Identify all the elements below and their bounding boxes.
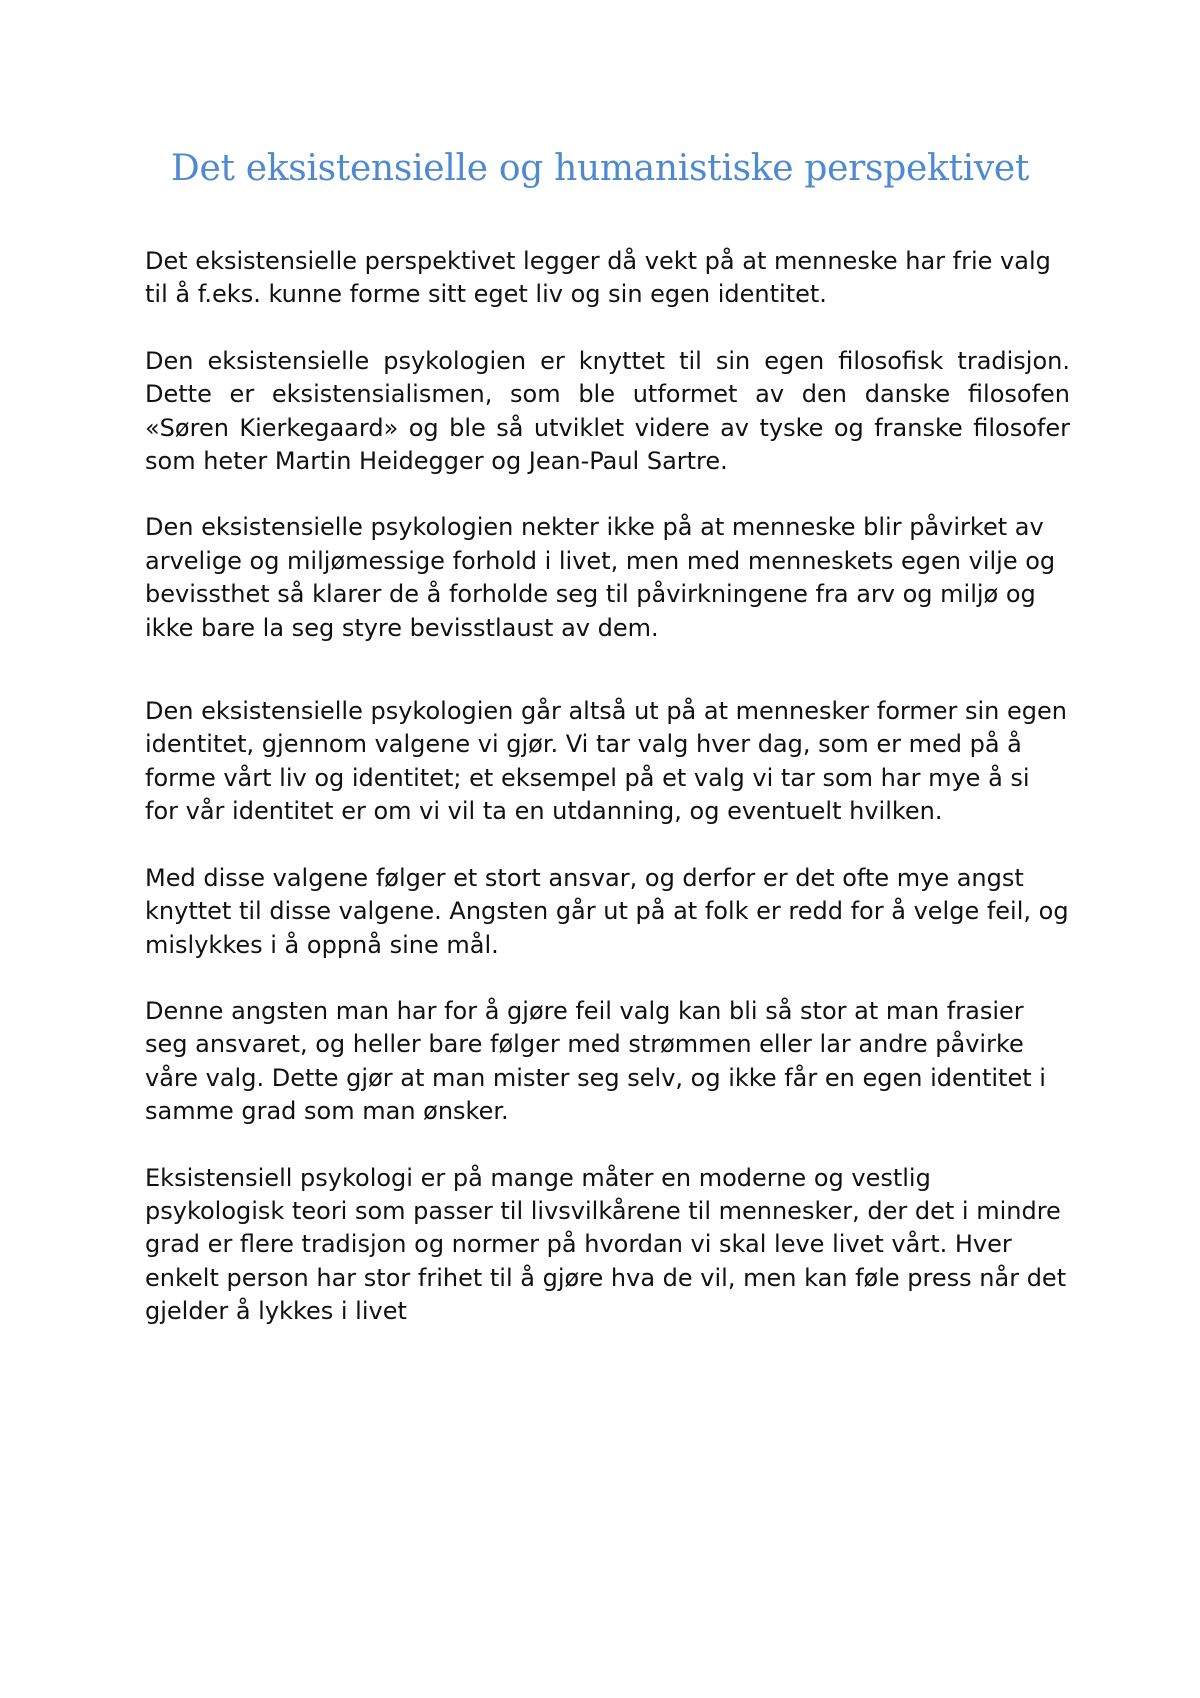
paragraph-2: Den eksistensielle psykologien er knyttet til sin egen filosofisk tradisjon. Dette er eksistensialismen, som ble utformet av den danske filosofen «Søren Kierkegaard» og ble så utviklet videre av tyske og franske filosofer som heter Martin Heidegger og Jean-Paul Sartre. xyxy=(145,346,1070,476)
document-body xyxy=(145,245,1070,1362)
document-title: Det eksistensielle og humanistiske perspektivet xyxy=(170,148,1030,189)
paragraph-6: Denne angsten man har for å gjøre feil valg kan bli så stor at man frasier seg ansvaret, og heller bare følger med strømmen eller lar andre påvirke våre valg. Dette gjør at man mister seg selv, og ikke får en egen identitet i samme grad som man ønsker. xyxy=(145,996,1046,1126)
paragraph-7: Eksistensiell psykologi er på mange måter en moderne og vestlig psykologisk teori som passer til livsvilkårene til mennesker, der det i mindre grad er flere tradisjon og normer på hvordan vi skal leve livet vårt. Hver enkelt person har stor frihet til å gjøre hva de vil, men kan føle press når det gjelder å lykkes i livet xyxy=(145,1163,1067,1326)
paragraph-4: Den eksistensielle psykologien går altså ut på at mennesker former sin egen identitet, gjennom valgene vi gjør. Vi tar valg hver dag, som er med på å forme vårt liv og identitet; et eksempel på et valg vi tar som har mye å si for vår identitet er om vi vil ta en utdanning, og eventuelt hvilken. xyxy=(145,697,1067,826)
paragraph-5: Med disse valgene følger et stort ansvar, og derfor er det ofte mye angst knyttet til disse valgene. Angsten går ut på at folk er redd for å velge feil, og mislykkes i å oppnå sine mål. xyxy=(145,863,1069,959)
paragraph-3: Den eksistensielle psykologien nekter ikke på at menneske blir påvirket av arvelige og miljømessige forhold i livet, men med menneskets egen vilje og bevissthet så klarer de å forholde seg til påvirkningene fra arv og miljø og ikke bare la seg styre bevisstlaust av dem. xyxy=(145,513,1056,642)
paragraph-1: Det eksistensielle perspektivet legger då vekt på at menneske har frie valg til å f.eks. kunne forme sitt eget liv og sin egen identitet. xyxy=(145,247,1051,309)
